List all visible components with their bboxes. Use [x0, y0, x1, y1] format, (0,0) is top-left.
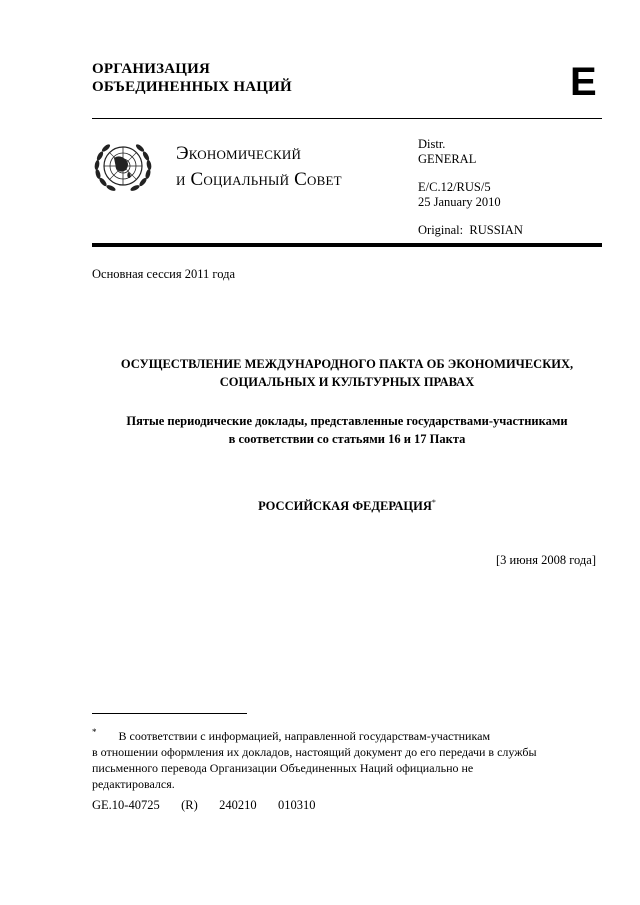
footnote-separator [92, 713, 247, 714]
title-line1: ОСУЩЕСТВЛЕНИЕ МЕЖДУНАРОДНОГО ПАКТА ОБ ЭКОНОМИЧЕСКИХ, [120, 357, 574, 371]
language-code: E [570, 60, 597, 104]
footnote-mark: * [92, 727, 97, 737]
subtitle-line2: в соответствии со статьями 16 и 17 Пакта [228, 432, 466, 446]
country-name: РОССИЙСКАЯ ФЕДЕРАЦИЯ [258, 499, 432, 514]
header-rule [92, 118, 602, 119]
original-language: Original: RUSSIAN [418, 223, 523, 237]
document-date: 25 January 2010 [418, 195, 501, 209]
footnote-line2: в отношении оформления их докладов, настоящий документ до его передачи в службы [92, 745, 537, 759]
organization-name [92, 60, 292, 96]
council-name-line2: и Социальный Совет [176, 169, 342, 190]
header-thick-rule [92, 243, 602, 247]
document-symbol: E/C.12/RUS/5 [418, 180, 491, 194]
country-heading [92, 498, 602, 514]
org-name-line2: ОБЪЕДИНЕННЫХ НАЦИЙ [92, 79, 292, 95]
session-line: Основная сессия 2011 года [92, 267, 236, 281]
distribution-block [418, 137, 523, 238]
footnote-line4: редактировался. [92, 777, 175, 791]
council-name-line1: Экономический [176, 143, 302, 164]
country-footnote-mark: * [431, 498, 436, 507]
document-title [92, 355, 602, 391]
footnote [92, 724, 587, 792]
title-line2: СОЦИАЛЬНЫХ И КУЛЬТУРНЫХ ПРАВАХ [219, 375, 475, 389]
un-emblem-icon [92, 136, 154, 198]
subtitle-line1: Пятые периодические доклады, представленные государствами-участниками [126, 414, 568, 428]
report-date: [3 июня 2008 года] [495, 553, 596, 567]
org-name-line1: ОРГАНИЗАЦИЯ [92, 61, 211, 77]
council-name [176, 141, 342, 193]
footnote-line1: В соответствии с информацией, направленной государствам-участникам [118, 729, 491, 743]
footnote-line3: письменного перевода Организации Объединенных Наций официально не [92, 761, 474, 775]
document-number: GE.10-40725 (R) 240210 010310 [92, 798, 316, 812]
distr-label: Distr. [418, 137, 446, 151]
distr-value: GENERAL [418, 152, 477, 166]
document-subtitle [92, 412, 602, 448]
